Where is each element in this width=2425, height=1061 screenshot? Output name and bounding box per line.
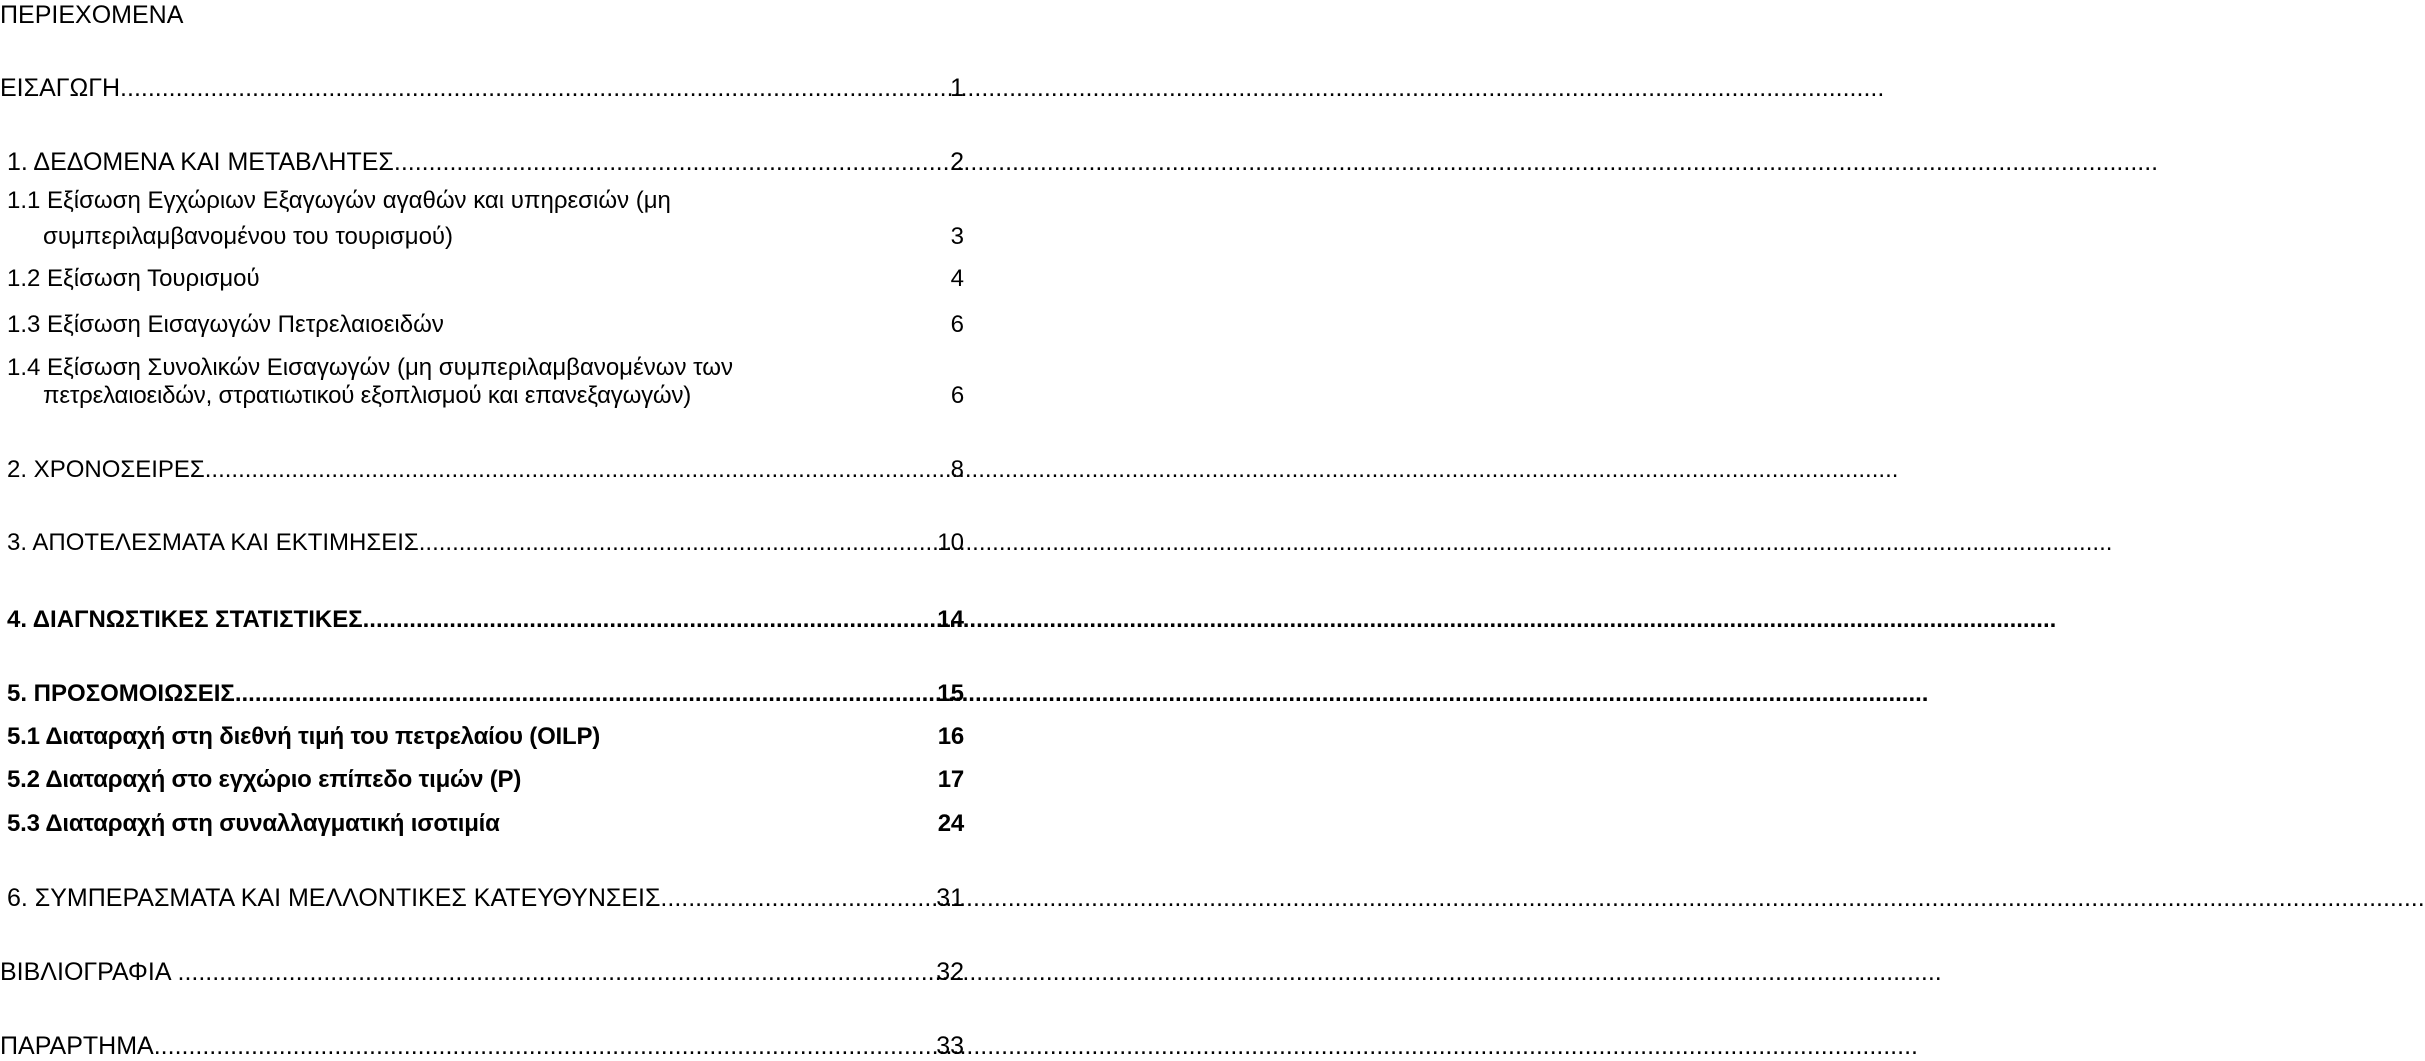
toc-entry-text: 2. ΧΡΟΝΟΣΕΙΡΕΣ	[7, 456, 205, 483]
toc-entry-text: 6. ΣΥΜΠΕΡΑΣΜΑΤΑ ΚΑΙ ΜΕΛΛΟΝΤΙΚΕΣ ΚΑΤΕΥΘΥΝΣΕΙΣ	[7, 884, 661, 912]
toc-entry-page: 24	[937, 810, 964, 837]
toc-entry-text: 4. ΔΙΑΓΝΩΣΤΙΚΕΣ ΣΤΑΤΙΣΤΙΚΕΣ	[7, 606, 363, 633]
toc-entry-text: ΕΙΣΑΓΩΓΗ	[0, 74, 121, 102]
toc-entry-section-1	[0, 147, 964, 177]
toc-entry-text: 5.1 Διαταραχή στη διεθνή τιμή του πετρελαίου (OILP)	[7, 723, 601, 750]
toc-entry-section-1-1	[0, 186, 964, 216]
toc-entry-section-1-2	[0, 264, 964, 294]
toc-entry-appendix	[0, 1031, 964, 1061]
toc-entry-page: 4	[950, 265, 964, 292]
toc-entry-section-5-3	[0, 809, 964, 839]
toc-entry-page: 33	[936, 1032, 964, 1060]
dot-leader	[172, 957, 933, 987]
toc-entry-section-1-1-continuation	[0, 222, 964, 252]
toc-entry-page: 17	[937, 766, 964, 793]
page-title: ΠΕΡΙΕΧΟΜΕΝΑ	[0, 1, 184, 29]
dot-leader	[154, 1031, 932, 1061]
dot-leader	[205, 455, 947, 485]
toc-entry-page: 2	[950, 148, 964, 176]
toc-entry-page: 14	[937, 606, 964, 633]
toc-entry-page: 10	[937, 529, 964, 556]
toc-entry-text: 3. ΑΠΟΤΕΛΕΣΜΑΤΑ ΚΑΙ ΕΚΤΙΜΗΣΕΙΣ	[7, 529, 419, 556]
dot-leader	[363, 605, 934, 635]
dot-leader	[235, 679, 933, 709]
toc-entry-section-1-4	[0, 353, 964, 383]
toc-entry-text: 1. ΔΕΔΟΜΕΝΑ ΚΑΙ ΜΕΤΑΒΛΗΤΕΣ	[7, 148, 394, 176]
toc-entry-section-5-2	[0, 765, 964, 795]
toc-entry-section-5-1	[0, 722, 964, 752]
toc-entry-text: ΒΙΒΛΙΟΓΡΑΦΙΑ	[0, 958, 172, 986]
toc-entry-page: 31	[936, 884, 964, 912]
toc-entry-text: 5.3 Διαταραχή στη συναλλαγματική ισοτιμία	[7, 810, 500, 837]
toc-entry-text: 1.3 Εξίσωση Εισαγωγών Πετρελαιοειδών	[7, 311, 444, 338]
toc-entry-text: 5. ΠΡΟΣΟΜΟΙΩΣΕΙΣ	[7, 680, 235, 707]
toc-entry-text: 1.1 Εξίσωση Εγχώριων Εξαγωγών αγαθών και υπηρεσιών (μη	[7, 187, 671, 214]
toc-entry-page: 32	[936, 958, 964, 986]
toc-entry-section-3	[0, 528, 964, 558]
toc-entry-text: 1.2 Εξίσωση Τουρισμού	[7, 265, 260, 292]
toc-entry-section-1-4-continuation	[0, 381, 964, 411]
dot-leader	[660, 883, 932, 913]
toc-entry-page: 8	[950, 456, 964, 483]
toc-entry-text: ΠΑΡΑΡΤΗΜΑ	[0, 1032, 154, 1060]
toc-entry-text: 1.4 Εξίσωση Συνολικών Εισαγωγών (μη συμπεριλαμβανομένων των	[7, 354, 733, 381]
toc-entry-text: συμπεριλαμβανομένου του τουρισμού)	[43, 223, 454, 250]
toc-entry-page: 3	[950, 223, 964, 250]
toc-entry-page: 6	[950, 311, 964, 338]
toc-entry-introduction	[0, 73, 964, 103]
toc-entry-bibliography	[0, 957, 964, 987]
toc-entry-text: πετρελαιοειδών, στρατιωτικού εξοπλισμού και επανεξαγωγών)	[43, 382, 692, 409]
toc-entry-page: 6	[950, 382, 964, 409]
toc-entry-section-2	[0, 455, 964, 485]
dot-leader	[120, 73, 946, 103]
toc-entry-page: 1	[950, 74, 964, 102]
toc-entry-section-4	[0, 605, 964, 635]
dot-leader	[394, 147, 946, 177]
toc-entry-page: 16	[937, 723, 964, 750]
toc-entry-section-6	[0, 883, 964, 913]
dot-leader	[419, 528, 934, 558]
toc-entry-section-5	[0, 679, 964, 709]
toc-entry-page: 15	[937, 680, 964, 707]
toc-entry-section-1-3	[0, 310, 964, 340]
toc-entry-text: 5.2 Διαταραχή στο εγχώριο επίπεδο τιμών (P)	[7, 766, 522, 793]
